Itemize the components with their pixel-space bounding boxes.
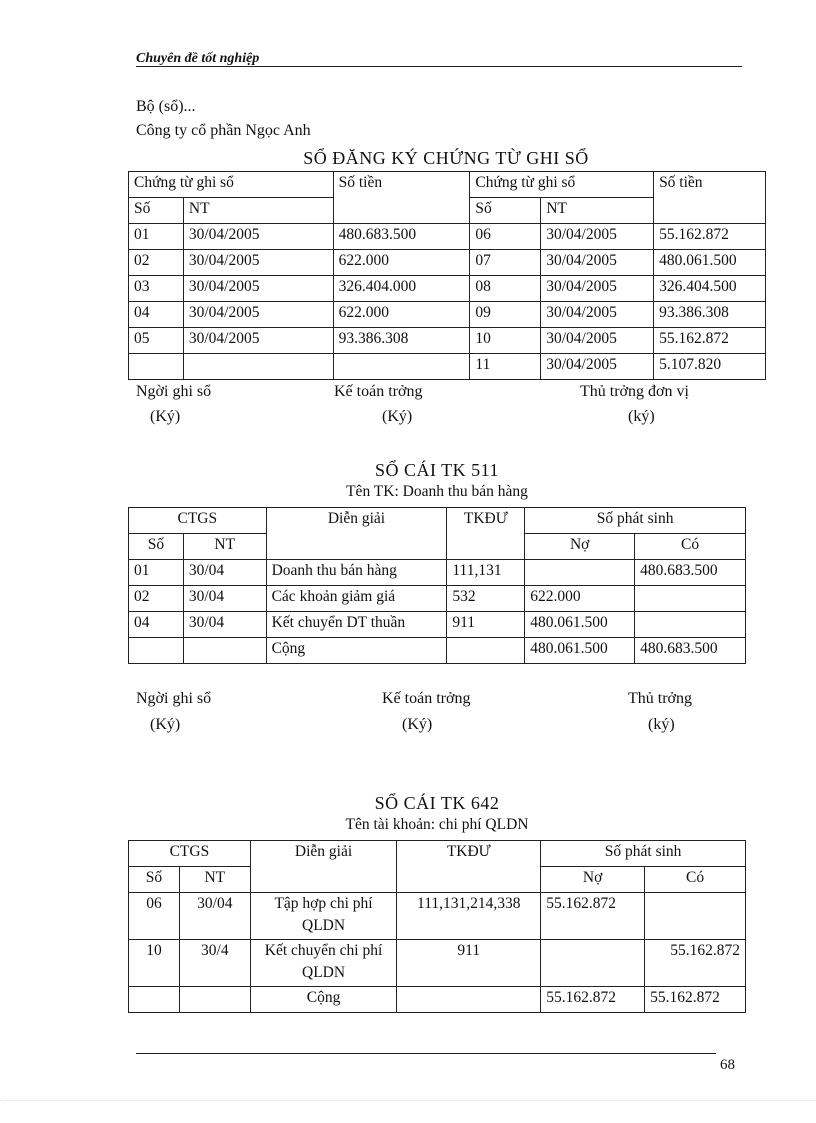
table-cell: Cộng (250, 987, 397, 1013)
table-cell: 532 (447, 586, 525, 612)
table-row (129, 250, 766, 276)
signature-head-sign: (ký) (628, 408, 655, 425)
table-row (129, 560, 746, 586)
table-row (129, 612, 746, 638)
register-voucher-header-right: Chứng từ ghi sổ (470, 172, 654, 198)
page-number: 68 (720, 1057, 735, 1073)
table-cell: 911 (397, 940, 541, 987)
register-header-row (129, 172, 766, 198)
description-header: Diễn giải (250, 841, 397, 893)
table-cell (129, 354, 184, 380)
credit-header: Có (635, 534, 746, 560)
table-cell: 30/04 (179, 893, 250, 940)
table-cell: Kết chuyển chi phí QLDN (250, 940, 397, 987)
table-cell: Các khoản giảm giá (266, 586, 447, 612)
table-cell: 04 (129, 612, 184, 638)
register-date-header-left: NT (183, 198, 333, 224)
table-cell: 326.404.500 (654, 276, 766, 302)
page-bottom-dotted-rule (0, 1100, 816, 1101)
table-cell: 07 (470, 250, 541, 276)
table-cell (183, 638, 266, 664)
table-cell: 08 (470, 276, 541, 302)
table-cell: 10 (470, 328, 541, 354)
company-name: Công ty cổ phần Ngọc Anh (136, 122, 311, 139)
register-table (128, 171, 766, 380)
table-cell (635, 586, 746, 612)
no-header: Số (129, 534, 184, 560)
table-cell: 93.386.308 (654, 302, 766, 328)
table-cell: 55.162.872 (541, 893, 645, 940)
table-cell: 11 (470, 354, 541, 380)
table-cell: 111,131 (447, 560, 525, 586)
date-header: NT (179, 867, 250, 893)
register-no-header-right: Số (470, 198, 541, 224)
table-cell: 09 (470, 302, 541, 328)
register-no-header-left: Số (129, 198, 184, 224)
table-row (129, 354, 766, 380)
register-date-header-right: NT (541, 198, 654, 224)
table-cell (397, 987, 541, 1013)
ledger-642-table (128, 840, 746, 1013)
table-cell: 30/04 (183, 560, 266, 586)
register-amount-header-right: Số tiền (654, 172, 766, 224)
table-row (129, 328, 766, 354)
ledger-642-title: SỔ CÁI TK 642 (374, 793, 500, 813)
signature-recorder: Ngời ghi sổ (136, 690, 212, 707)
table-cell (447, 638, 525, 664)
table-cell: 55.162.872 (541, 987, 645, 1013)
ledger-511-header-row (129, 508, 746, 534)
table-cell (333, 354, 470, 380)
no-header: Số (129, 867, 180, 893)
table-row (129, 940, 746, 987)
table-total-row (129, 987, 746, 1013)
register-voucher-header-left: Chứng từ ghi sổ (129, 172, 334, 198)
table-cell: 30/04/2005 (541, 354, 654, 380)
table-cell: 30/04/2005 (183, 224, 333, 250)
table-cell: 30/04/2005 (183, 328, 333, 354)
table-cell: 622.000 (525, 586, 635, 612)
table-cell: 480.683.500 (635, 638, 746, 664)
table-total-row (129, 638, 746, 664)
table-row (129, 276, 766, 302)
table-cell: 30/04/2005 (541, 302, 654, 328)
table-cell: 480.061.500 (654, 250, 766, 276)
table-cell: 55.162.872 (654, 328, 766, 354)
credit-header: Có (645, 867, 746, 893)
description-header: Diễn giải (266, 508, 447, 560)
header-rule (136, 66, 742, 67)
signature-head: Thủ trởng đơn vị (580, 383, 689, 400)
table-row (129, 224, 766, 250)
arising-header: Số phát sinh (525, 508, 746, 534)
table-cell: 111,131,214,338 (397, 893, 541, 940)
arising-header: Số phát sinh (541, 841, 746, 867)
table-cell: 02 (129, 250, 184, 276)
table-cell: Cộng (266, 638, 447, 664)
signature-accountant: Kế toán trởng (334, 383, 423, 400)
signature-recorder-sign: (Ký) (150, 716, 181, 733)
table-cell: 01 (129, 224, 184, 250)
ledger-511-title: SỔ CÁI TK 511 (374, 460, 499, 480)
table-cell: 30/04/2005 (541, 224, 654, 250)
table-cell: Doanh thu bán hàng (266, 560, 447, 586)
table-cell: 480.683.500 (333, 224, 470, 250)
table-cell (179, 987, 250, 1013)
table-cell (635, 612, 746, 638)
signature-head: Thủ trởng (628, 690, 693, 707)
register-amount-header-left: Số tiền (333, 172, 470, 224)
table-row (129, 302, 766, 328)
table-row (129, 586, 746, 612)
table-cell: 911 (447, 612, 525, 638)
register-title: SỔ ĐĂNG KÝ CHỨNG TỪ GHI SỔ (303, 148, 589, 168)
ledger-642-subtitle: Tên tài khoản: chi phí QLDN (345, 816, 529, 833)
counter-account-header: TKĐƯ (447, 508, 525, 560)
table-cell: 326.404.000 (333, 276, 470, 302)
table-cell: 622.000 (333, 302, 470, 328)
table-cell: 55.162.872 (645, 987, 746, 1013)
signature-accountant: Kế toán trởng (382, 690, 471, 707)
table-cell: Kết chuyển DT thuần (266, 612, 447, 638)
table-cell: 480.683.500 (635, 560, 746, 586)
ctgs-header: CTGS (129, 841, 251, 867)
table-cell: 30/04/2005 (541, 250, 654, 276)
table-cell (129, 638, 184, 664)
table-cell: 30/04/2005 (541, 328, 654, 354)
signature-accountant-sign: (Ký) (402, 716, 433, 733)
table-cell: 01 (129, 560, 184, 586)
table-cell: 93.386.308 (333, 328, 470, 354)
table-cell: 30/04/2005 (183, 302, 333, 328)
table-cell: 30/04/2005 (183, 250, 333, 276)
signature-head-sign: (ký) (648, 716, 675, 733)
table-cell: 30/4 (179, 940, 250, 987)
table-cell (129, 987, 180, 1013)
ledger-642-header-row (129, 841, 746, 867)
signature-recorder: Ngời ghi sổ (136, 383, 212, 400)
table-cell (525, 560, 635, 586)
table-cell: 05 (129, 328, 184, 354)
table-cell: 480.061.500 (525, 612, 635, 638)
ctgs-header: CTGS (129, 508, 267, 534)
table-cell: 30/04 (183, 586, 266, 612)
counter-account-header: TKĐƯ (397, 841, 541, 893)
table-cell: 5.107.820 (654, 354, 766, 380)
table-cell: 622.000 (333, 250, 470, 276)
table-cell: 02 (129, 586, 184, 612)
table-cell (183, 354, 333, 380)
signature-recorder-sign: (Ký) (150, 408, 181, 425)
table-cell: Tập hợp chi phí QLDN (250, 893, 397, 940)
document-header-title: Chuyên đề tốt nghiệp (136, 51, 260, 66)
table-cell: 480.061.500 (525, 638, 635, 664)
table-cell: 55.162.872 (654, 224, 766, 250)
table-row (129, 893, 746, 940)
ministry-line: Bộ (sổ)... (136, 98, 196, 115)
table-cell: 04 (129, 302, 184, 328)
signature-accountant-sign: (Ký) (382, 408, 413, 425)
debit-header: Nợ (525, 534, 635, 560)
table-cell: 30/04/2005 (541, 276, 654, 302)
table-cell: 55.162.872 (645, 940, 746, 987)
date-header: NT (183, 534, 266, 560)
table-cell: 06 (129, 893, 180, 940)
table-cell: 06 (470, 224, 541, 250)
table-cell: 03 (129, 276, 184, 302)
table-cell: 10 (129, 940, 180, 987)
table-cell (645, 893, 746, 940)
debit-header: Nợ (541, 867, 645, 893)
ledger-511-table (128, 507, 746, 664)
footer-rule (136, 1053, 716, 1054)
ledger-511-subtitle: Tên TK: Doanh thu bán hàng (346, 483, 528, 500)
table-cell (541, 940, 645, 987)
table-cell: 30/04/2005 (183, 276, 333, 302)
table-cell: 30/04 (183, 612, 266, 638)
